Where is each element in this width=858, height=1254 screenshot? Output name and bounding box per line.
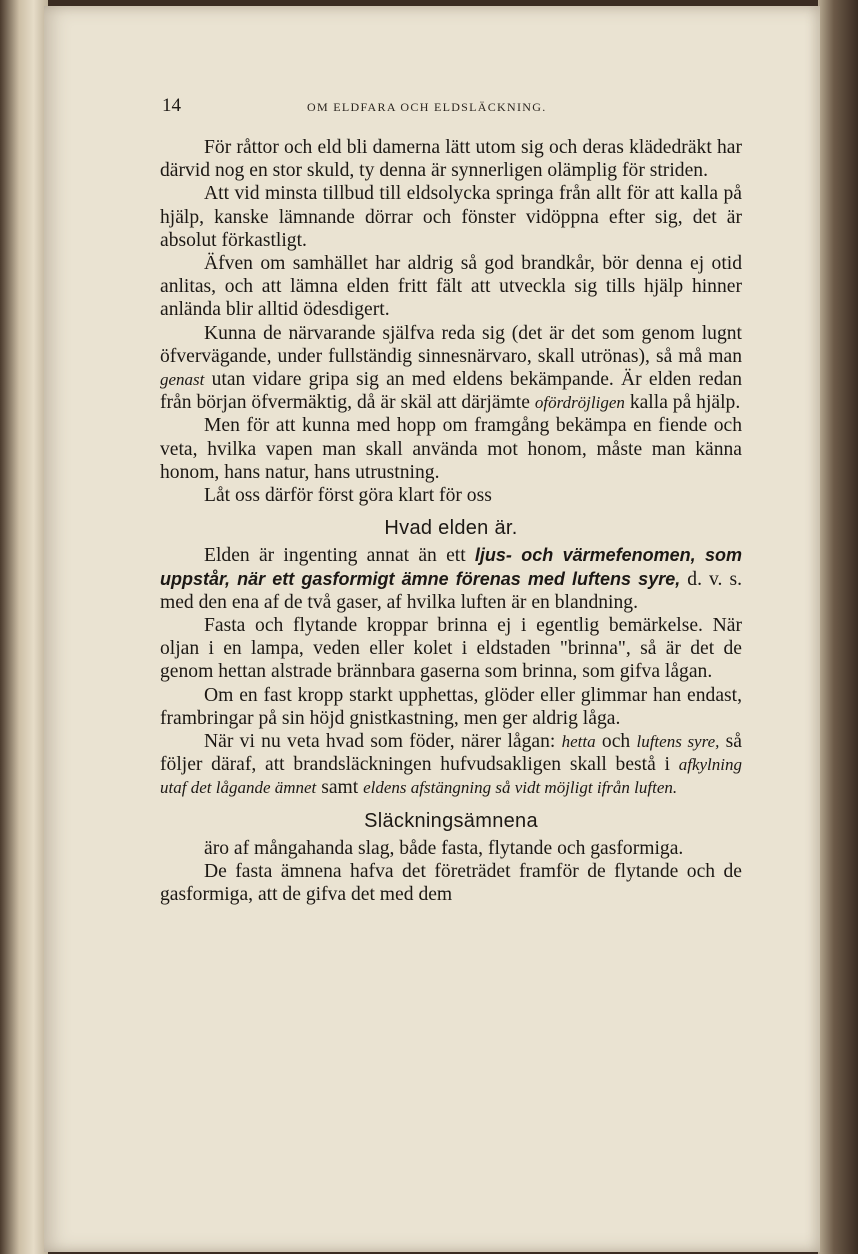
page-header	[162, 95, 742, 119]
paragraph-text: När vi nu veta hvad som föder, närer lågan:	[204, 731, 556, 753]
paragraph-text: kalla på hjälp.	[629, 392, 741, 414]
running-head: OM ELDFARA OCH ELDSLÄCKNING.	[307, 100, 547, 114]
paragraph: äro af mångahanda slag, både fasta, flytande och gasformiga.	[204, 837, 684, 859]
emphasis: genast	[160, 370, 205, 390]
paragraph-text: samt	[321, 777, 359, 799]
emphasis: eldens afstängning så vidt möjligt ifrån luften.	[363, 778, 678, 798]
paragraph: Om en fast kropp starkt upphettas, glöder eller glimmar han endast, frambringar på sin höjd gnistkastning, men ger aldrig låga.	[160, 684, 742, 729]
paragraph: Äfven om samhället har aldrig så god brandkår, bör denna ej otid anlitas, och att lämna elden fritt fält att utveckla sig tills hjälp hinner anlända blir alltid ödesdigert.	[160, 253, 742, 321]
book-right-edge	[818, 0, 858, 1254]
paragraph-text: Elden är ingenting annat än ett	[204, 545, 466, 567]
paragraph-text: och	[601, 731, 631, 753]
definition-emphasis: ljus- och värmefenomen, som uppstår, när ett gasformigt ämne förenas med luftens syre,	[160, 545, 742, 589]
section-heading: Släckningsämnena	[364, 809, 538, 832]
paragraph: För råttor och eld bli damerna lätt utom sig och deras klädedräkt har därvid nog en stor skuld, ty denna är synnerligen olämplig för striden.	[160, 137, 742, 182]
section-heading: Hvad elden är.	[384, 517, 518, 540]
paragraph	[160, 730, 742, 800]
paragraph: Att vid minsta tillbud till eldsolycka springa från allt för att kalla på hjälp, kanske lämnande dörrar och fönster vidöppna efter sig, det är absolut förkastligt.	[160, 183, 742, 251]
emphasis: hetta	[561, 732, 596, 752]
paragraph: Fasta och flytande kroppar brinna ej i egentlig bemärkelse. När oljan i en lampa, veden eller kolet i eldstaden "brinna", så är det de genom hettan alstrade brännbara gaserna som brinna, som gifva lågan.	[160, 615, 742, 683]
emphasis: afkylning utaf det lågande ämnet	[160, 755, 742, 798]
emphasis: ofördröjligen	[534, 393, 625, 413]
page-number: 14	[162, 95, 181, 116]
paragraph	[160, 544, 742, 614]
paragraph-text: utan vidare gripa sig an med eldens bekämpande. Är elden redan från början öfvermäktig, då är skäl att därjämte	[160, 369, 742, 414]
book-left-edge	[0, 0, 48, 1254]
body-text	[160, 136, 742, 907]
paragraph-text: d. v. s. med den ena af de två gaser, af hvilka luften är en blandning.	[160, 568, 742, 613]
paragraph: De fasta ämnena hafva det företrädet framför de flytande och de gasformiga, att de gifva det med dem	[160, 861, 742, 906]
emphasis: luftens syre,	[636, 732, 720, 752]
paragraph-text: Kunna de närvarande själfva reda sig (det är det som genom lugnt öfvervägande, under fullständig sinnesnärvaro, skall utrönas), så må man	[160, 322, 742, 367]
paragraph: Låt oss därför först göra klart för oss	[204, 485, 492, 507]
paragraph: Men för att kunna med hopp om framgång bekämpa en fiende och veta, hvilka vapen man skall använda mot honom, måste man känna honom, hans natur, hans utrustning.	[160, 415, 742, 483]
paragraph-text: så följer däraf, att brandsläckningen hufvudsakligen skall bestå i	[160, 731, 742, 776]
paragraph	[160, 322, 742, 415]
